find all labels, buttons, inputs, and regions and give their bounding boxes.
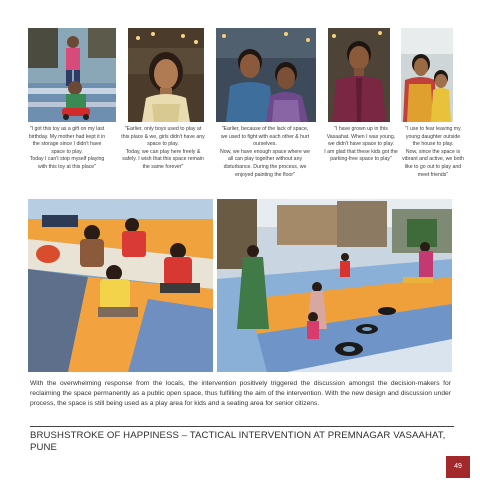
page-number-badge: 49: [446, 456, 470, 478]
quote-boy-toy: "I got this toy as a gift on my last birthday. My mother had kept it in the storage since I didn't have space to play. Today I can't stop myself playing with this toy at this place": [28, 126, 106, 170]
quote-young-man: "I have grown up in this Vasaahat. When I was young, we didn't have space to play. I am glad that these kids got the parking-free space to play": [324, 126, 398, 163]
photo-two-boys: [216, 28, 316, 122]
photo-girl-smiling: [128, 28, 204, 122]
page-title: BRUSHSTROKE OF HAPPINESS – TACTICAL INTERVENTION AT PREMNAGAR VASAAHAT, PUNE: [30, 426, 454, 453]
photo-mother-daughter: [401, 28, 453, 122]
body-paragraph: With the overwhelming response from the locals, the intervention positively triggered the discussion amongst the decision-makers for reclaiming the space permanently as a public open space, thus fulfilling the aim of the intervention. With the new design and discussion under process, the space is still being used as a play area for kids and a seating area for senior citizens.: [30, 380, 451, 408]
photo-street-tyre-play: [217, 199, 452, 372]
photo-young-man: [328, 28, 390, 122]
quote-boys-fight: "Earlier, because of the lack of space, we used to fight with each other & hurt ourselves. Now, we have enough space where we all can play together without any disturbance. During the process, we enjoyed painting the floor": [220, 126, 310, 178]
quote-mother: "I use to fear leaving my young daughter outside the house to play. Now, since the space is vibrant and active, we both like to go out to play and meet friends": [402, 126, 464, 178]
photo-boy-with-toy: [28, 28, 116, 122]
photo-kids-playing-on-painted-floor: [28, 199, 213, 372]
quote-girl-play: "Earlier, only boys used to play at this place & we, girls didn't have any space to play. Today, we can play here freely & safely. I wish that this space remain the same forever": [121, 126, 205, 170]
